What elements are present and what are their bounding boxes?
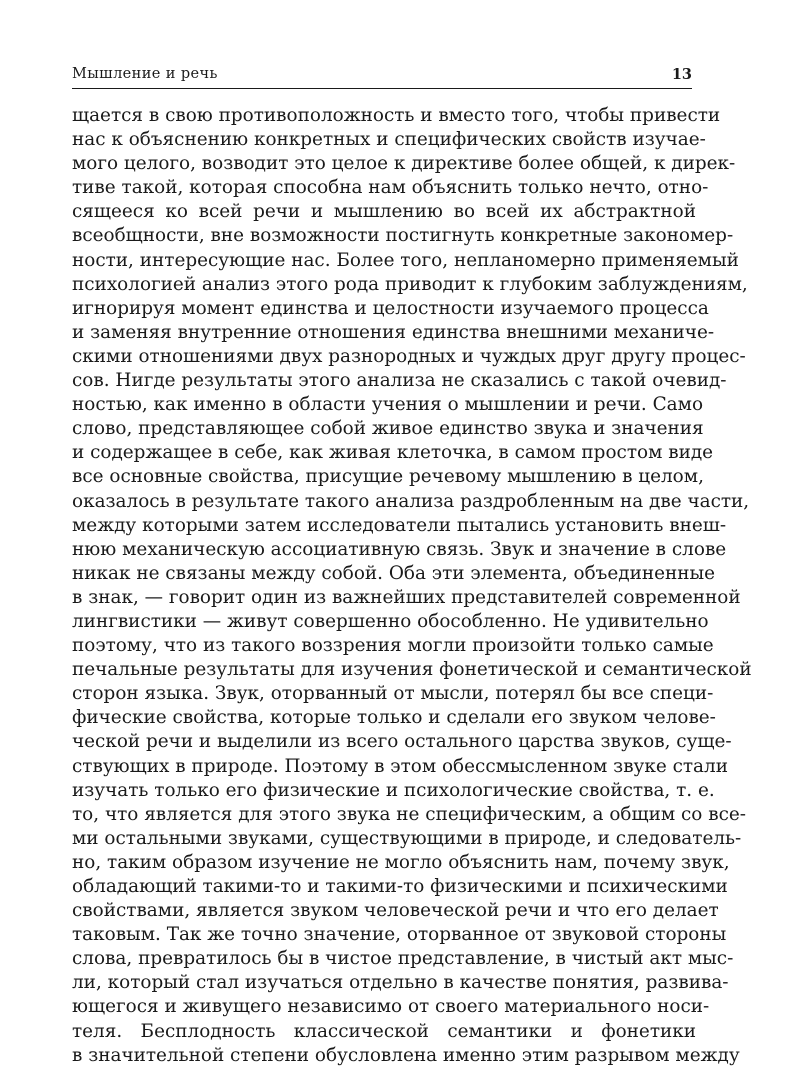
text-line: то, что является для этого звука не специфическим, а общим со все-	[72, 803, 746, 825]
text-line: в знак, — говорит один из важнейших представителей современной	[72, 586, 741, 608]
text-line: психологией анализ этого рода приводит к глубоким заблуждениям,	[72, 273, 748, 295]
text-line: ми остальными звуками, существующими в природе, и следователь-	[72, 827, 742, 849]
text-line: поэтому, что из такого воззрения могли произойти только самые	[72, 635, 714, 657]
text-line: и заменяя внутренние отношения единства внешними механиче-	[72, 321, 715, 343]
text-line: ческой речи и выделили из всего остального царства звуков, суще-	[72, 731, 732, 753]
running-title: Мышление и речь	[72, 66, 218, 82]
text-line: таковым. Так же точно значение, оторванное от звуковой стороны	[72, 924, 727, 946]
text-line: игнорируя момент единства и целостности изучаемого процесса	[72, 297, 709, 319]
text-line: мого целого, возводит это целое к директиве более общей, к дирек-	[72, 153, 736, 175]
text-line: ности, интересующие нас. Более того, непланомерно применяемый	[72, 249, 739, 271]
text-line: обладающий такими-то и такими-то физическими и психическими	[72, 876, 728, 897]
text-line: никак не связаны между собой. Оба эти элемента, объединенные	[72, 562, 716, 584]
text-line: слова, превратилось бы в чистое представление, в чистый акт мыс-	[72, 948, 734, 970]
text-line: скими отношениями двух разнородных и чуждых друг другу процес-	[72, 345, 746, 367]
page-number: 13	[671, 66, 692, 83]
text-line: тиве такой, которая способна нам объяснить только нечто, отно-	[72, 177, 709, 199]
text-line: слово, представляющее собой живое единство звука и значения	[72, 418, 704, 440]
text-line: изучать только его физические и психологические свойства, т. е.	[72, 779, 715, 801]
text-line: и содержащее в себе, как живая клеточка, в самом простом виде	[72, 442, 714, 464]
text-line: в значительной степени обусловлена именно этим разрывом между	[72, 1044, 740, 1066]
text-line: ющегося и живущего независимо от своего материального носи-	[72, 996, 710, 1018]
text-line: нюю механическую ассоциативную связь. Звук и значение в слове	[72, 538, 727, 560]
text-line: но, таким образом изучение не могло объяснить нам, почему звук,	[72, 851, 730, 873]
text-line: всеобщности, вне возможности постигнуть конкретные закономер-	[72, 225, 734, 247]
text-line: свойствами, является звуком человеческой речи и что его делает	[72, 900, 719, 922]
text-line: нас к объяснению конкретных и специфических свойств изучае-	[72, 129, 706, 151]
text-line: фические свойства, которые только и сделали его звуком челове-	[72, 707, 716, 729]
text-line: щается в свою противоположность и вместо того, чтобы привести	[72, 105, 721, 126]
text-line: все основные свойства, присущие речевому мышлению в целом,	[72, 466, 704, 488]
text-line: между которыми затем исследователи пытались установить внеш-	[72, 514, 727, 536]
text-line: ствующих в природе. Поэтому в этом обессмысленном звуке стали	[72, 755, 728, 777]
running-header	[72, 66, 692, 89]
text-line: ли, который стал изучаться отдельно в качестве понятия, развива-	[72, 972, 729, 994]
text-line: сящееся ко всей речи и мышлению во всей их абстрактной	[72, 201, 696, 223]
body-paragraph	[72, 104, 752, 1068]
text-line: теля. Бесплодность классической семантики и фонетики	[72, 1020, 696, 1042]
text-line: лингвистики — живут совершенно обособленно. Не удивительно	[72, 610, 709, 632]
text-line: сторон языка. Звук, оторванный от мысли, потерял бы все специ-	[72, 683, 714, 705]
text-line: ностью, как именно в области учения о мышлении и речи. Само	[72, 394, 704, 416]
text-line: печальные результаты для изучения фонетической и семантической	[72, 659, 752, 681]
text-line: оказалось в результате такого анализа раздробленным на две части,	[72, 490, 750, 512]
text-line: сов. Нигде результаты этого анализа не сказались с такой очевид-	[72, 370, 727, 392]
